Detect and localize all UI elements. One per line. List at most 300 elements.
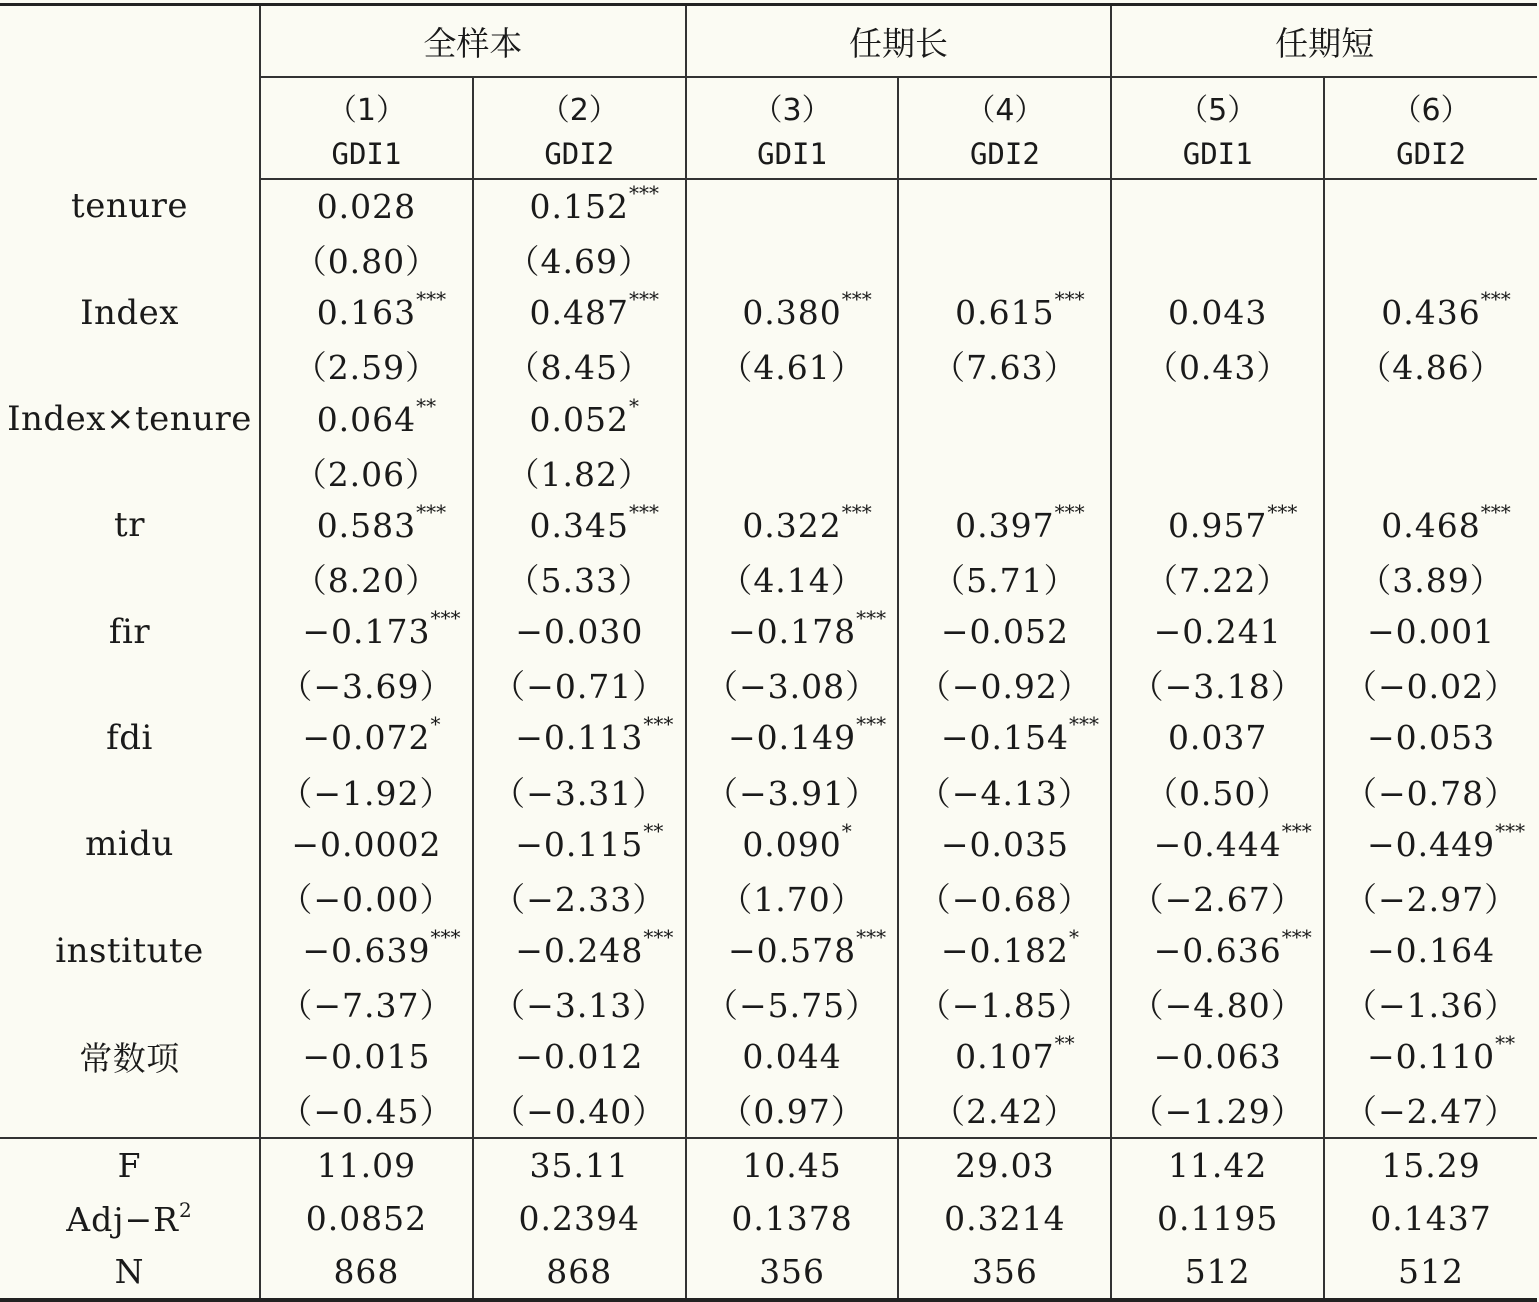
value-wrapper [492, 1086, 666, 1133]
value-cell [260, 446, 473, 499]
value-text: −0.001 [1366, 612, 1496, 652]
significance-stars: * [841, 818, 852, 843]
stat-value: 0.1437 [1370, 1198, 1492, 1238]
stat-value: 868 [473, 1245, 686, 1300]
coefficient-row [0, 924, 1537, 977]
significance-stars: *** [628, 181, 659, 206]
stat-label [0, 1138, 260, 1192]
value-wrapper [719, 874, 864, 921]
value-wrapper [719, 1086, 864, 1133]
coefficient-row [0, 286, 1537, 339]
value-cell [1111, 605, 1324, 658]
value-wrapper [316, 499, 447, 545]
stat-value: 0.1378 [686, 1192, 899, 1245]
value-cell [898, 658, 1111, 711]
value-text: −0.030 [515, 612, 644, 652]
t-stat-row [0, 658, 1537, 711]
value-text: （−3.08） [704, 667, 880, 707]
significance-stars: *** [856, 925, 887, 950]
significance-stars: *** [1495, 818, 1526, 843]
col-number: （3） [686, 77, 899, 132]
value-text: −0.178 [728, 612, 857, 652]
value-wrapper [918, 768, 1092, 815]
row-label [0, 658, 260, 711]
value-wrapper [918, 980, 1092, 1027]
value-text: −0.173 [302, 612, 431, 652]
value-cell [260, 179, 473, 233]
value-cell [1324, 605, 1537, 658]
significance-stars: *** [430, 606, 461, 631]
value-text: （5.71） [932, 561, 1078, 601]
value-wrapper [1167, 499, 1298, 545]
stat-label-superscript: 2 [178, 1197, 193, 1222]
value-cell [1324, 1030, 1537, 1083]
value-text: （−5.75） [704, 986, 880, 1026]
value-text: （−3.31） [492, 773, 667, 813]
value-wrapper [940, 712, 1099, 758]
value-wrapper [705, 661, 879, 708]
value-cell [1324, 339, 1537, 392]
value-cell [1111, 179, 1324, 233]
value-wrapper [316, 287, 447, 333]
value-text: 0.043 [1167, 293, 1268, 333]
value-cell [1111, 339, 1324, 392]
statistics-row [0, 1192, 1537, 1245]
value-wrapper [1381, 287, 1511, 333]
value-cell [686, 871, 899, 924]
value-cell [473, 339, 686, 392]
value-text: （0.80） [293, 242, 440, 282]
significance-stars: *** [1267, 499, 1298, 524]
value-text: −0.072 [302, 718, 431, 758]
value-wrapper [955, 287, 1085, 333]
value-text: （−0.78） [1343, 773, 1519, 813]
value-text: 0.487 [529, 293, 629, 333]
statistics-row [0, 1245, 1537, 1300]
value-wrapper [719, 342, 864, 389]
value-text: （1.82） [506, 454, 652, 494]
stat-value: 512 [1324, 1245, 1537, 1300]
value-cell [260, 1083, 473, 1137]
value-text: 0.468 [1381, 505, 1481, 545]
value-cell [473, 446, 686, 499]
value-text: （4.61） [719, 348, 865, 388]
value-text: 0.028 [316, 187, 417, 227]
significance-stars: *** [430, 925, 461, 950]
value-cell [686, 552, 899, 605]
value-text: （−1.85） [917, 986, 1092, 1026]
value-cell [1324, 658, 1537, 711]
value-wrapper [515, 818, 664, 864]
value-cell [898, 765, 1111, 818]
significance-stars: *** [643, 712, 674, 737]
value-text: （−1.36） [1343, 986, 1519, 1026]
value-wrapper [1367, 931, 1495, 970]
table-footer [0, 1138, 1537, 1300]
row-label: 常数项 [0, 1030, 260, 1083]
stub-header-cell [0, 5, 260, 180]
value-text: （−1.92） [279, 773, 454, 813]
value-cell [898, 499, 1111, 552]
significance-stars: ** [643, 818, 664, 843]
value-cell [260, 552, 473, 605]
stat-value: 868 [260, 1245, 473, 1300]
value-text: （−3.91） [704, 773, 880, 813]
value-wrapper [279, 980, 453, 1027]
value-text: （−2.67） [1130, 879, 1305, 919]
value-cell [1111, 552, 1324, 605]
value-wrapper [1145, 342, 1290, 389]
stat-label [0, 1245, 260, 1300]
value-text: 0.090 [742, 824, 842, 864]
row-label: tr [0, 499, 260, 552]
value-wrapper [279, 661, 453, 708]
value-wrapper [932, 342, 1077, 389]
value-text: 0.044 [742, 1037, 842, 1077]
value-wrapper [955, 499, 1085, 545]
value-cell [260, 605, 473, 658]
row-label [0, 552, 260, 605]
value-wrapper [705, 980, 879, 1027]
value-cell [1111, 658, 1324, 711]
stat-value: 11.09 [260, 1138, 473, 1192]
value-cell [473, 552, 686, 605]
value-cell [686, 658, 899, 711]
value-wrapper [515, 612, 643, 651]
value-cell [260, 977, 473, 1030]
value-text: （−7.37） [279, 986, 454, 1026]
t-stat-row [0, 977, 1537, 1030]
t-stat-row [0, 233, 1537, 286]
stat-value: 0.3214 [898, 1192, 1111, 1245]
significance-stars: ** [1054, 1031, 1075, 1056]
value-cell [1111, 1030, 1324, 1083]
value-text: −0.113 [515, 718, 644, 758]
stat-label-text: Adj−R [66, 1199, 179, 1239]
significance-stars: *** [1281, 818, 1312, 843]
value-wrapper [1344, 980, 1518, 1027]
value-wrapper [955, 1031, 1075, 1077]
value-cell [686, 605, 899, 658]
value-cell [1324, 286, 1537, 339]
value-cell [473, 605, 686, 658]
value-wrapper [1344, 874, 1518, 921]
significance-stars: *** [628, 287, 659, 312]
value-text: 0.107 [955, 1037, 1055, 1077]
row-label: tenure [0, 179, 260, 233]
t-stat-row [0, 871, 1537, 924]
value-wrapper [1131, 1086, 1305, 1133]
value-wrapper [1366, 1031, 1516, 1077]
value-cell [898, 818, 1111, 871]
stat-value: 15.29 [1324, 1138, 1537, 1192]
value-wrapper [941, 612, 1069, 651]
value-wrapper [1367, 612, 1495, 651]
value-cell [473, 1030, 686, 1083]
value-text: 0.152 [529, 187, 629, 227]
value-wrapper [918, 874, 1092, 921]
value-cell [898, 924, 1111, 977]
row-label: Index×tenure [0, 393, 260, 446]
value-wrapper [1344, 768, 1518, 815]
value-cell [686, 179, 899, 233]
value-cell [898, 179, 1111, 233]
significance-stars: *** [856, 712, 887, 737]
value-cell [1111, 977, 1324, 1030]
dep-var: GDI2 [473, 132, 686, 179]
value-cell [1324, 765, 1537, 818]
value-cell [898, 977, 1111, 1030]
value-cell [260, 711, 473, 764]
value-wrapper [742, 818, 852, 864]
significance-stars: *** [628, 499, 659, 524]
stat-value: 35.11 [473, 1138, 686, 1192]
value-wrapper [515, 1037, 643, 1076]
value-text: （8.45） [506, 348, 652, 388]
value-text: （−2.97） [1343, 879, 1519, 919]
stat-value: 512 [1111, 1245, 1324, 1300]
col-number: （4） [898, 77, 1111, 132]
value-text: −0.449 [1366, 824, 1496, 864]
row-label [0, 871, 260, 924]
table-header [0, 5, 1537, 180]
value-cell [473, 233, 686, 286]
value-text: （−3.18） [1130, 667, 1305, 707]
significance-stars: ** [1495, 1031, 1516, 1056]
value-wrapper [1154, 612, 1282, 651]
dep-var: GDI2 [1324, 132, 1537, 179]
value-wrapper [941, 825, 1069, 864]
value-cell [686, 446, 899, 499]
value-wrapper [1344, 661, 1518, 708]
value-wrapper [515, 925, 674, 971]
value-cell [473, 1083, 686, 1137]
value-text: 0.397 [955, 505, 1055, 545]
stat-value: 0.1195 [1111, 1192, 1324, 1245]
value-wrapper [529, 499, 659, 545]
value-cell [898, 1083, 1111, 1137]
value-cell [260, 871, 473, 924]
value-wrapper [1358, 342, 1503, 389]
value-cell [1324, 499, 1537, 552]
value-cell [260, 339, 473, 392]
value-cell [260, 393, 473, 446]
value-cell [1111, 1083, 1324, 1137]
significance-stars: *** [1480, 287, 1511, 312]
value-wrapper [728, 925, 887, 971]
value-cell [1111, 499, 1324, 552]
value-cell [1111, 711, 1324, 764]
value-cell [1111, 765, 1324, 818]
value-cell [260, 1030, 473, 1083]
value-text: −0.015 [302, 1037, 431, 1077]
value-text: （−4.80） [1130, 986, 1305, 1026]
value-text: （−3.69） [279, 667, 454, 707]
value-wrapper [1145, 555, 1290, 602]
value-wrapper [918, 661, 1092, 708]
row-label: Index [0, 286, 260, 339]
value-cell [1111, 393, 1324, 446]
stat-label-text: N [114, 1251, 145, 1291]
value-text: （2.42） [932, 1092, 1078, 1132]
value-wrapper [302, 1037, 430, 1076]
value-wrapper [932, 1086, 1077, 1133]
value-wrapper [302, 712, 441, 758]
row-label [0, 446, 260, 499]
value-cell [260, 924, 473, 977]
value-cell [260, 765, 473, 818]
value-wrapper [302, 606, 461, 652]
value-text: −0.052 [940, 612, 1069, 652]
value-cell [686, 1083, 899, 1137]
value-wrapper [492, 980, 666, 1027]
dep-var: GDI1 [1111, 132, 1324, 179]
value-wrapper [1131, 980, 1305, 1027]
value-text: −0.578 [728, 931, 857, 971]
value-text: （−0.71） [492, 667, 667, 707]
value-cell [898, 605, 1111, 658]
row-label: institute [0, 924, 260, 977]
value-wrapper [742, 499, 872, 545]
value-text: 0.583 [316, 505, 417, 545]
value-text: −0.035 [940, 824, 1069, 864]
dep-var: GDI2 [898, 132, 1111, 179]
value-text: （4.86） [1358, 348, 1504, 388]
stat-label [0, 1192, 260, 1245]
col-number: （1） [260, 77, 473, 132]
value-text: −0.154 [940, 718, 1069, 758]
value-text: （2.06） [293, 454, 440, 494]
value-cell [473, 286, 686, 339]
regression-results-table [0, 3, 1537, 1302]
row-label [0, 1083, 260, 1137]
value-wrapper [719, 555, 864, 602]
value-wrapper [1131, 874, 1305, 921]
value-wrapper [291, 825, 441, 864]
value-cell [1324, 924, 1537, 977]
value-text: （0.50） [1144, 773, 1291, 813]
stat-value: 29.03 [898, 1138, 1111, 1192]
value-wrapper [279, 1086, 453, 1133]
coefficient-row [0, 818, 1537, 871]
value-text: 0.064 [316, 399, 417, 439]
value-text: −0.164 [1366, 931, 1496, 971]
value-text: （5.33） [506, 561, 652, 601]
value-cell [898, 339, 1111, 392]
value-cell [686, 393, 899, 446]
value-wrapper [279, 874, 453, 921]
value-text: （−3.13） [492, 986, 667, 1026]
value-wrapper [1145, 768, 1290, 815]
value-text: 0.380 [742, 293, 842, 333]
dep-var: GDI1 [260, 132, 473, 179]
row-label [0, 233, 260, 286]
value-wrapper [529, 287, 659, 333]
value-wrapper [1154, 1037, 1282, 1076]
value-cell [686, 924, 899, 977]
t-stat-row [0, 552, 1537, 605]
row-label: midu [0, 818, 260, 871]
value-cell [1324, 179, 1537, 233]
group-header-long-tenure: 任期长 [686, 5, 1112, 78]
value-text: −0.248 [515, 931, 644, 971]
significance-stars: *** [1054, 287, 1085, 312]
value-wrapper [1168, 293, 1267, 332]
value-text: （−0.40） [492, 1092, 667, 1132]
value-text: （−4.13） [917, 773, 1092, 813]
value-text: 0.615 [955, 293, 1055, 333]
t-stat-row [0, 765, 1537, 818]
value-text: （4.14） [719, 561, 865, 601]
value-wrapper [529, 181, 659, 227]
value-text: （−0.00） [279, 879, 454, 919]
value-cell [686, 711, 899, 764]
value-cell [260, 818, 473, 871]
value-text: （1.70） [719, 879, 865, 919]
value-text: 0.322 [742, 505, 842, 545]
dep-var: GDI1 [686, 132, 899, 179]
value-cell [1324, 233, 1537, 286]
value-cell [473, 393, 686, 446]
value-wrapper [1344, 1086, 1518, 1133]
value-text: （3.89） [1358, 561, 1504, 601]
value-text: −0.115 [515, 824, 644, 864]
value-cell [686, 286, 899, 339]
value-wrapper [302, 925, 461, 971]
value-wrapper [705, 768, 879, 815]
t-stat-row [0, 339, 1537, 392]
value-text: −0.636 [1153, 931, 1282, 971]
value-cell [473, 179, 686, 233]
value-wrapper [940, 925, 1079, 971]
value-cell [1111, 818, 1324, 871]
value-cell [473, 499, 686, 552]
value-wrapper [507, 342, 652, 389]
value-cell [1111, 871, 1324, 924]
value-wrapper [1366, 818, 1526, 864]
group-header-row [0, 5, 1537, 78]
value-text: −0.444 [1153, 824, 1282, 864]
row-label [0, 339, 260, 392]
value-text: （0.97） [719, 1092, 865, 1132]
value-cell [1324, 871, 1537, 924]
stat-value: 0.0852 [260, 1192, 473, 1245]
value-cell [898, 552, 1111, 605]
value-cell [473, 711, 686, 764]
coefficient-row [0, 711, 1537, 764]
col-number: （5） [1111, 77, 1324, 132]
value-text: −0.053 [1366, 718, 1496, 758]
col-number: （6） [1391, 93, 1471, 128]
value-cell [473, 871, 686, 924]
statistics-row [0, 1138, 1537, 1192]
value-text: （−0.45） [279, 1092, 454, 1132]
value-text: −0.241 [1153, 612, 1282, 652]
value-text: （7.22） [1144, 561, 1291, 601]
value-wrapper [1381, 499, 1511, 545]
row-label [0, 977, 260, 1030]
value-wrapper [507, 236, 652, 283]
value-text: （−2.47） [1343, 1092, 1519, 1132]
value-wrapper [728, 712, 887, 758]
value-cell [260, 499, 473, 552]
value-cell [1324, 1083, 1537, 1137]
value-cell [1324, 393, 1537, 446]
value-cell [473, 818, 686, 871]
value-text: （8.20） [293, 561, 440, 601]
significance-stars: * [1068, 925, 1079, 950]
value-text: （−0.68） [917, 879, 1092, 919]
